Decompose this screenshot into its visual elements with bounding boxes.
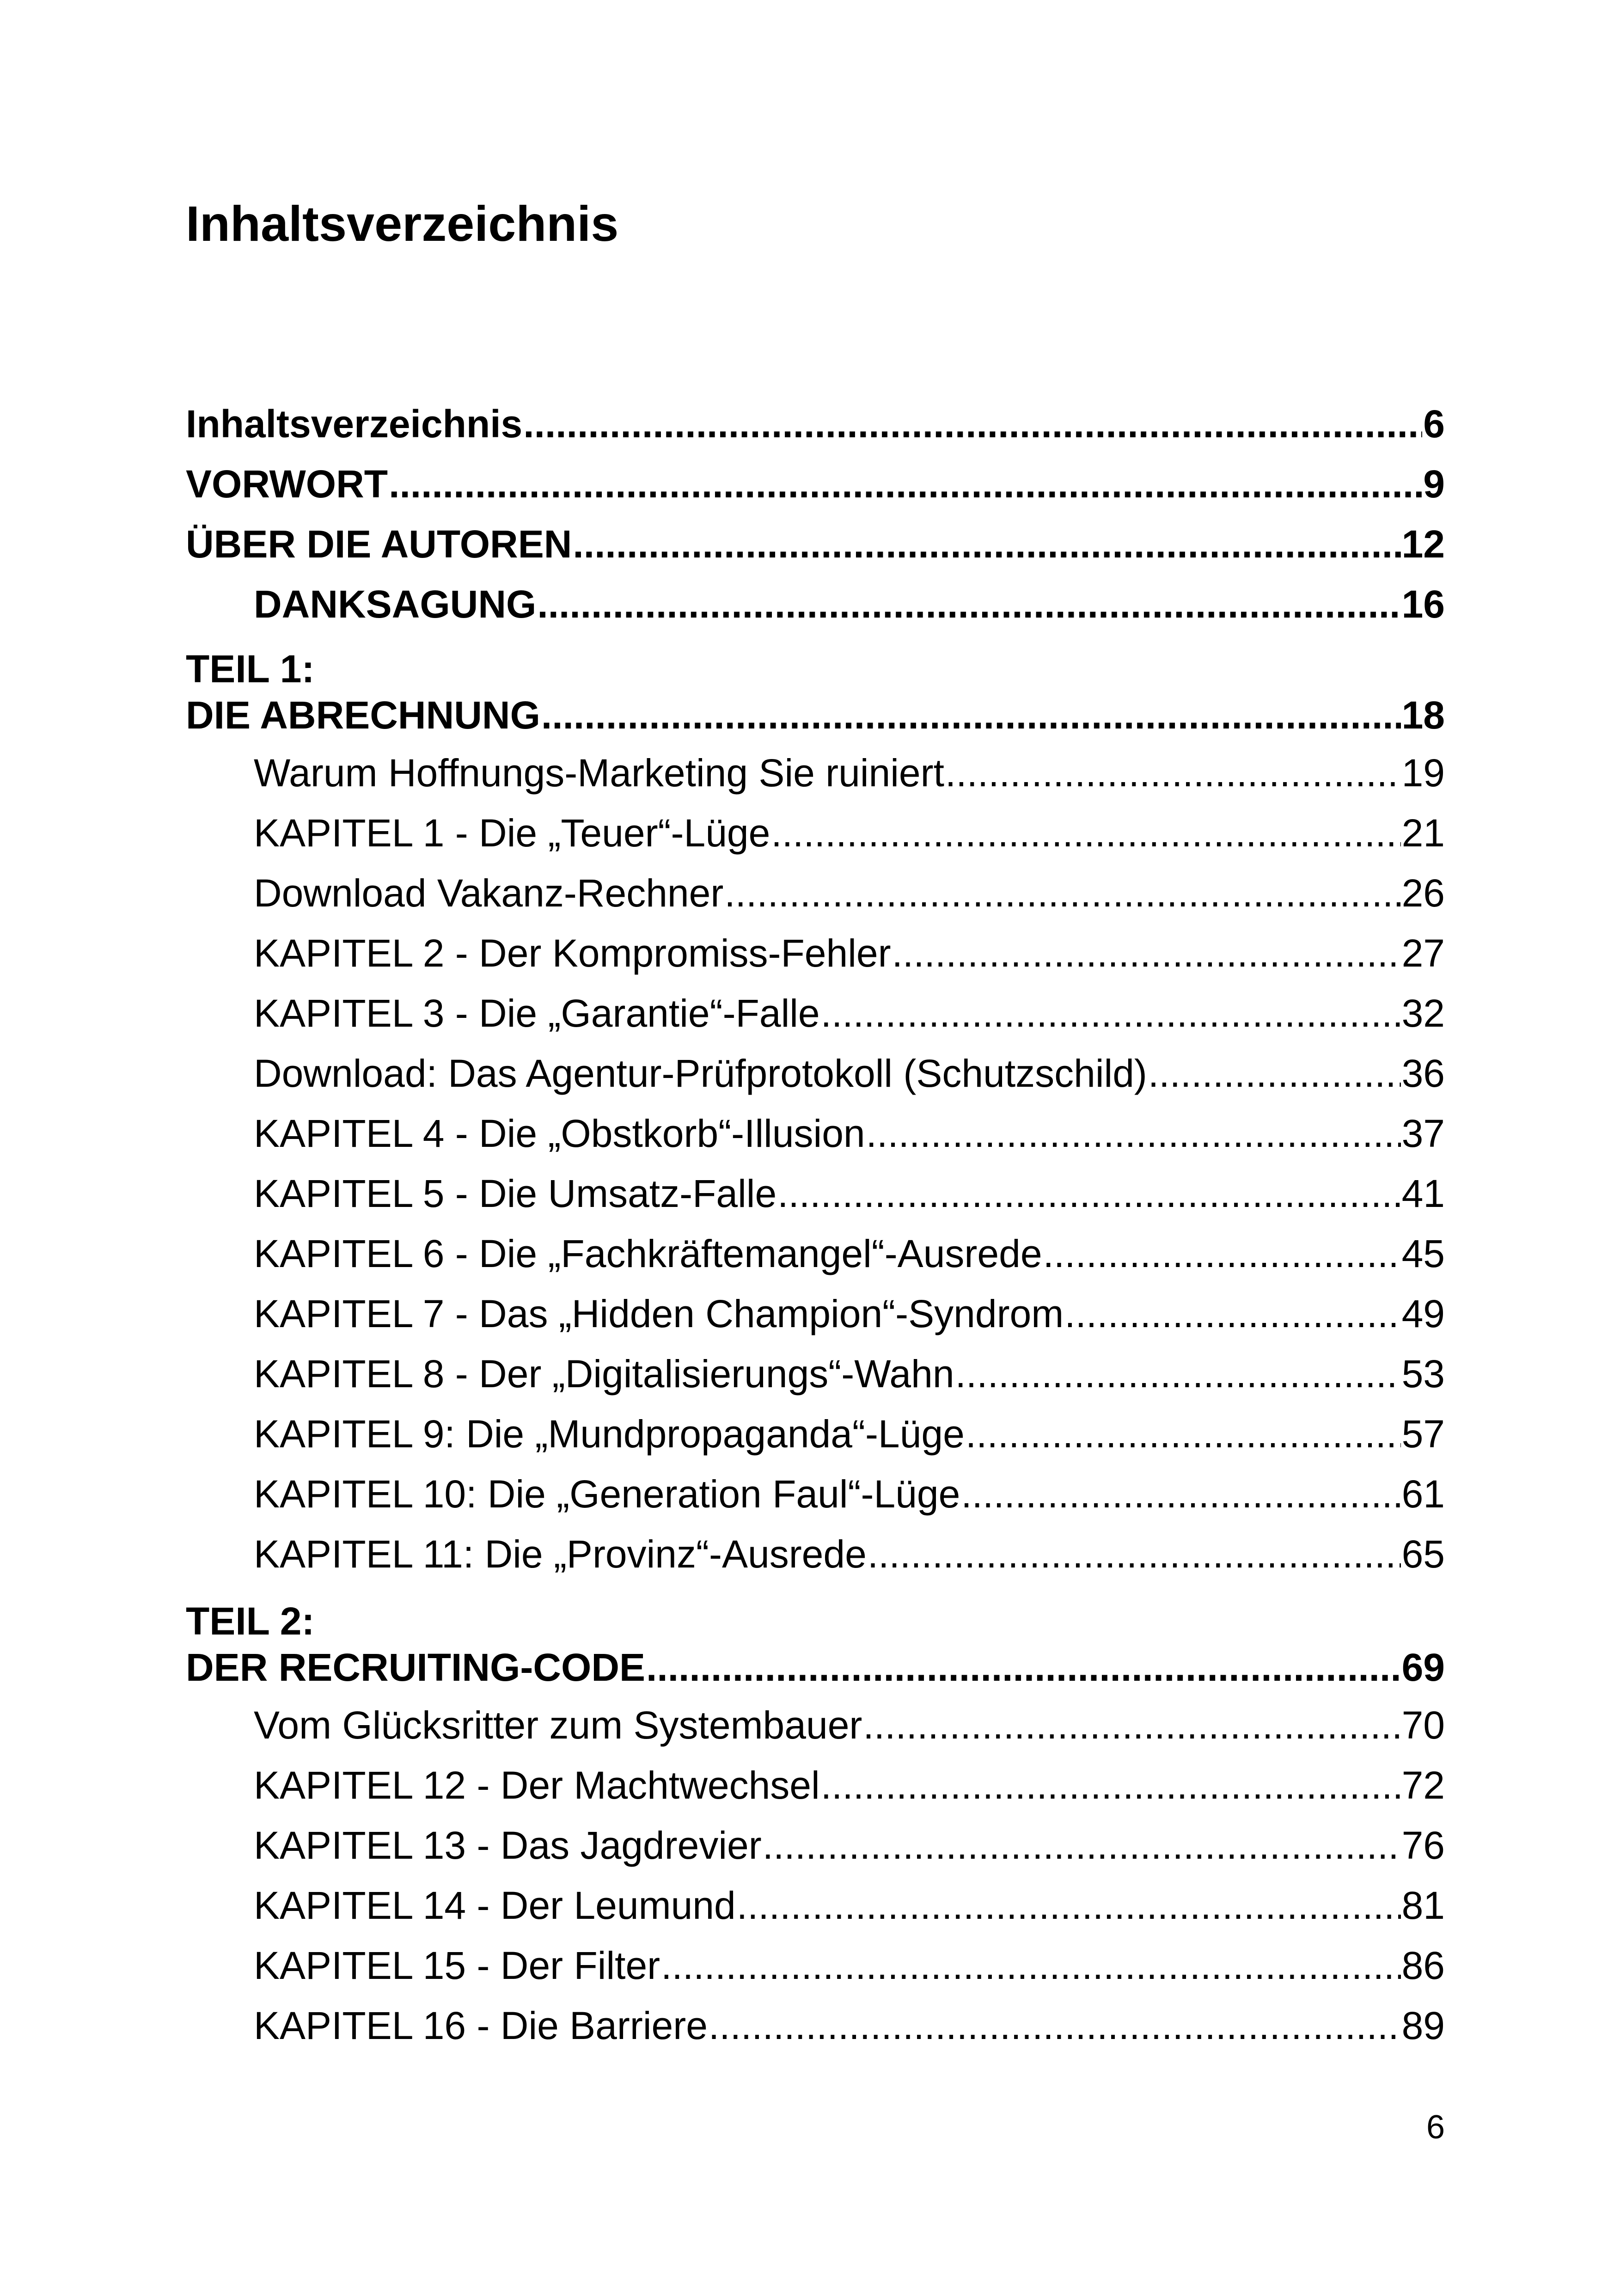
toc-entry-page: 89 [1401,2006,1445,2047]
dot-leader [1043,1234,1401,1273]
toc-entry-title: KAPITEL 15 - Der Filter [254,1946,660,1987]
dot-leader [1148,1054,1401,1093]
toc-entry[interactable] [254,1054,1445,1100]
toc-entry[interactable] [254,1414,1445,1461]
dot-leader [389,465,1422,503]
toc-entry[interactable] [254,1114,1445,1160]
toc-entry-page: 6 [1423,404,1445,446]
dot-leader [709,2006,1401,2045]
toc-entry-title: Warum Hoffnungs-Marketing Sie ruiniert [254,753,944,795]
dot-leader [945,753,1401,792]
toc-entry-title: KAPITEL 12 - Der Machtwechsel [254,1766,820,1807]
toc-entry-page: 18 [1401,696,1445,737]
toc-entry-page: 69 [1401,1648,1445,1689]
toc-entry[interactable] [254,1766,1445,1812]
toc-entry-page: 16 [1401,585,1445,626]
part-heading: TEIL 1: [186,647,315,691]
dot-leader [892,934,1401,973]
dot-leader [573,525,1400,563]
toc-entry[interactable] [254,1535,1445,1581]
toc-entry-title: KAPITEL 14 - Der Leumund [254,1886,736,1927]
toc-entry-page: 32 [1401,994,1445,1035]
dot-leader [821,1766,1401,1805]
dot-leader [771,814,1400,852]
toc-entry-title: KAPITEL 1 - Die „Teuer“-Lüge [254,814,770,855]
toc-entry[interactable] [186,404,1445,451]
toc-entry[interactable] [254,1886,1445,1932]
toc-entry-title: KAPITEL 4 - Die „Obstkorb“-Illusion [254,1114,865,1155]
toc-entry-title: KAPITEL 7 - Das „Hidden Champion“-Syndrom [254,1294,1064,1335]
toc-entry-page: 21 [1401,814,1445,855]
dot-leader [1064,1294,1400,1333]
toc-entry[interactable] [254,1475,1445,1521]
toc-entry[interactable] [186,525,1445,571]
part-heading: TEIL 2: [186,1599,315,1643]
toc-entry-page: 36 [1401,1054,1445,1095]
dot-leader [661,1946,1400,1985]
toc-entry-page: 37 [1401,1114,1445,1155]
toc-entry[interactable] [254,1294,1445,1341]
toc-entry-title: DIE ABRECHNUNG [186,696,540,737]
toc-entry-page: 19 [1401,753,1445,795]
toc-entry[interactable] [254,874,1445,920]
dot-leader [537,585,1400,624]
page-number: 6 [1426,2109,1445,2146]
toc-entry-title: VORWORT [186,465,388,506]
toc-entry[interactable] [254,1946,1445,1992]
toc-entry-page: 72 [1401,1766,1445,1807]
dot-leader [523,404,1422,443]
toc-entry-title: Download: Das Agentur-Prüfprotokoll (Schutzschild) [254,1054,1147,1095]
dot-leader [966,1414,1401,1453]
dot-leader [724,874,1400,912]
toc-entry[interactable] [254,934,1445,980]
toc-entry-page: 41 [1401,1174,1445,1215]
toc-entry-title: KAPITEL 10: Die „Generation Faul“-Lüge [254,1475,960,1516]
dot-leader [763,1826,1401,1865]
toc-entry-page: 49 [1401,1294,1445,1335]
toc-entry-title: DANKSAGUNG [254,585,537,626]
toc-entry[interactable] [254,994,1445,1040]
toc-entry-page: 57 [1401,1414,1445,1456]
toc-entry-page: 86 [1401,1946,1445,1987]
dot-leader [821,994,1401,1033]
toc-entry-title: KAPITEL 5 - Die Umsatz-Falle [254,1174,777,1215]
toc-entry-title: Vom Glücksritter zum Systembauer [254,1706,862,1747]
dot-leader [777,1174,1400,1213]
dot-leader [866,1114,1401,1153]
toc-entry-title: DER RECRUITING-CODE [186,1648,646,1689]
dot-leader [955,1354,1401,1393]
toc-entry[interactable] [254,753,1445,800]
toc-entry-title: KAPITEL 16 - Die Barriere [254,2006,708,2047]
dot-leader [961,1475,1400,1513]
toc-entry-page: 26 [1401,874,1445,915]
toc-entry[interactable] [186,465,1445,511]
toc-entry-page: 76 [1401,1826,1445,1867]
toc-entry-title: KAPITEL 2 - Der Kompromiss-Fehler [254,934,891,975]
dot-leader [737,1886,1401,1925]
toc-entry-page: 65 [1401,1535,1445,1576]
toc-entry-title: KAPITEL 13 - Das Jagdrevier [254,1826,762,1867]
toc-entry[interactable] [186,1648,1445,1694]
toc-entry-title: Download Vakanz-Rechner [254,874,724,915]
toc-entry-page: 81 [1401,1886,1445,1927]
toc-entry-page: 61 [1401,1475,1445,1516]
toc-entry-page: 9 [1423,465,1445,506]
toc-entry[interactable] [254,585,1445,631]
toc-entry[interactable] [254,1174,1445,1220]
toc-entry[interactable] [254,1826,1445,1872]
dot-leader [868,1535,1401,1574]
toc-entry-title: ÜBER DIE AUTOREN [186,525,572,566]
toc-entry-page: 27 [1401,934,1445,975]
toc-entry-title: KAPITEL 8 - Der „Digitalisierungs“-Wahn [254,1354,954,1396]
toc-entry-page: 12 [1401,525,1445,566]
dot-leader [541,696,1401,735]
toc-entry[interactable] [254,1234,1445,1280]
toc-entry[interactable] [186,696,1445,742]
toc-entry[interactable] [254,814,1445,860]
toc-entry-title: KAPITEL 6 - Die „Fachkräftemangel“-Ausrede [254,1234,1042,1275]
toc-entry[interactable] [254,1706,1445,1752]
toc-entry-page: 70 [1401,1706,1445,1747]
toc-entry-page: 45 [1401,1234,1445,1275]
toc-entry[interactable] [254,1354,1445,1401]
toc-entry[interactable] [254,2006,1445,2052]
dot-leader [646,1648,1401,1687]
toc-entry-title: KAPITEL 3 - Die „Garantie“-Falle [254,994,820,1035]
toc-entry-page: 53 [1401,1354,1445,1396]
toc-entry-title: KAPITEL 11: Die „Provinz“-Ausrede [254,1535,867,1576]
toc-entry-title: KAPITEL 9: Die „Mundpropaganda“-Lüge [254,1414,965,1456]
page-title: Inhaltsverzeichnis [186,196,619,251]
dot-leader [863,1706,1400,1745]
toc-entry-title: Inhaltsverzeichnis [186,404,523,446]
